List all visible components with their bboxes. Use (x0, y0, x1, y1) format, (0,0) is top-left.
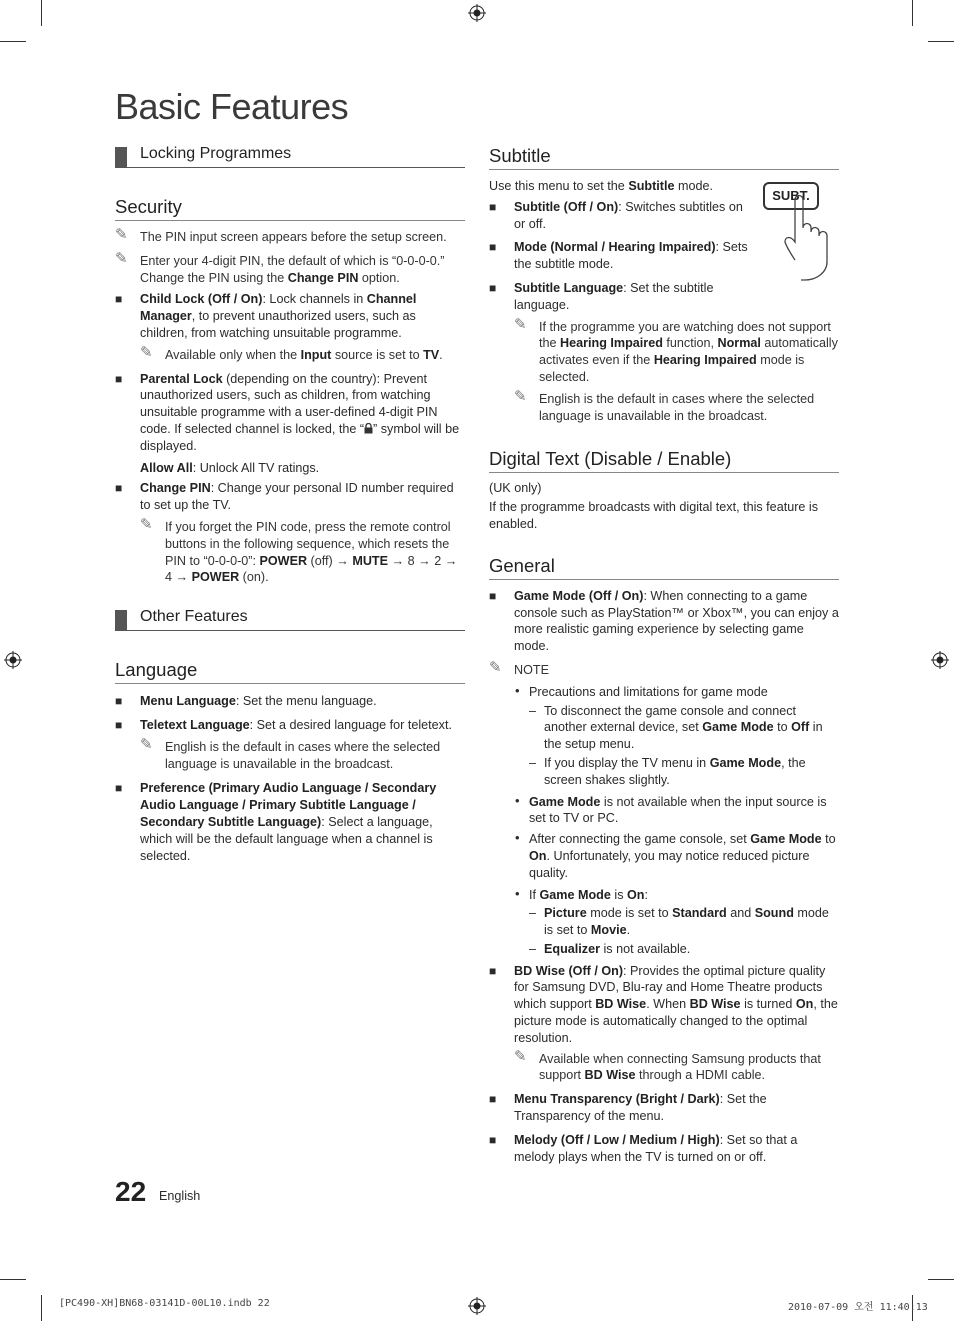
subt-button: SUBT. (763, 182, 819, 210)
locking-programmes-heading: Locking Programmes (115, 145, 465, 168)
game-bullet-2: • Game Mode is not available when the input source is set to TV or PC. (489, 794, 839, 828)
subtitle-onoff-item: ■ Subtitle (Off / On): Switches subtitles on or off. (489, 199, 754, 233)
pencil-note-icon: ✎ (115, 249, 128, 267)
registration-mark-top-icon (468, 4, 486, 22)
lock-icon (364, 423, 373, 434)
subt-remote-graphic (761, 182, 841, 282)
game-mode-item: ■ Game Mode (Off / On): When connecting to a game console such as PlayStation™ or Xbox™, you can enjoy a more realistic gaming experience by selecting game mode. (489, 588, 839, 655)
page-number: 22 (115, 1176, 147, 1207)
melody-item: ■ Melody (Off / Low / Medium / High): Set so that a melody plays when the TV is turned on or off. (489, 1132, 839, 1166)
pencil-note-icon: ✎ (140, 735, 153, 753)
note-label: ✎ NOTE (489, 658, 549, 677)
registration-mark-left-icon (4, 651, 22, 669)
digital-text-heading: Digital Text (Disable / Enable) (489, 448, 839, 473)
page-title: Basic Features (115, 86, 349, 127)
bd-wise-note: ✎ Available when connecting Samsung products that support BD Wise through a HDMI cable. (514, 1047, 821, 1083)
pencil-note-icon: ✎ (514, 387, 527, 405)
game-dash-2: – If you display the TV menu in Game Mode, the screen shakes slightly. (489, 755, 839, 789)
subtitle-language-item: ■ Subtitle Language: Set the subtitle language. (489, 280, 754, 314)
allow-all-text: Allow All: Unlock All TV ratings. (140, 460, 320, 475)
subtitle-note-2: ✎ English is the default in cases where the selected language is unavailable in the broadcast. (514, 387, 815, 423)
registration-mark-right-icon (931, 651, 949, 669)
subtitle-heading: Subtitle (489, 145, 839, 170)
pencil-note-icon: ✎ (489, 658, 502, 676)
teletext-note: ✎ English is the default in cases where the selected language is unavailable in the broadcast. (140, 735, 441, 771)
preference-item: ■ Preference (Primary Audio Language / Secondary Audio Language / Primary Subtitle Language / Secondary Subtitle Language): Select a language, which will be the default language when a channel is selected. (115, 780, 465, 864)
security-note-1: ✎ The PIN input screen appears before the setup screen. (115, 226, 447, 244)
pencil-note-icon: ✎ (514, 315, 527, 333)
change-pin-item: ■ Change PIN: Change your personal ID number required to set up the TV. (115, 480, 465, 514)
pencil-note-icon: ✎ (140, 515, 153, 533)
game-bullet-1: • Precautions and limitations for game mode (489, 684, 839, 701)
print-slug-right: 2010-07-09 오전 11:40:13 (788, 1302, 928, 1313)
finger-press-icon (761, 182, 841, 282)
menu-language-item: ■ Menu Language: Set the menu language. (115, 693, 465, 710)
pencil-note-icon: ✎ (140, 343, 153, 361)
print-slug-left: [PC490-XH]BN68-03141D-00L10.indb 22 (59, 1298, 270, 1309)
pencil-note-icon: ✎ (514, 1047, 527, 1065)
subtitle-intro: Use this menu to set the Subtitle mode. (489, 179, 714, 193)
game-bullet-4: • If Game Mode is On: (489, 887, 839, 904)
digital-text-desc: If the programme broadcasts with digital text, this feature is enabled. (489, 500, 818, 531)
footer-language: English (159, 1189, 201, 1203)
parental-lock-item: ■ Parental Lock (depending on the country): Prevent unauthorized users, such as children, from watching unsuitable programme with a user-defined 4-digit PIN code. If selected channel is locked, the “ ” symbol will be displayed. (115, 371, 465, 455)
menu-transparency-item: ■ Menu Transparency (Bright / Dark): Set the Transparency of the menu. (489, 1091, 839, 1125)
pencil-note-icon: ✎ (115, 226, 128, 243)
language-heading: Language (115, 659, 465, 684)
subtitle-mode-item: ■ Mode (Normal / Hearing Impaired): Sets the subtitle mode. (489, 239, 764, 273)
game-dash-3: – Picture mode is set to Standard and Sound mode is set to Movie. (489, 905, 839, 939)
child-lock-note: ✎ Available only when the Input source is set to TV. (140, 343, 443, 362)
teletext-language-item: ■ Teletext Language: Set a desired language for teletext. (115, 717, 465, 734)
subtitle-note-1: ✎ If the programme you are watching does not support the Hearing Impaired function, Normal automatically activates even if the Hearing Impaired mode is selected. (514, 315, 838, 384)
bd-wise-item: ■ BD Wise (Off / On): Provides the optimal picture quality for Samsung DVD, Blu-ray and Home Theatre products which support BD Wise. When BD Wise is turned On, the picture mode is automatically changed to the optimal resolution. (489, 963, 839, 1047)
right-column (489, 140, 839, 1165)
other-features-heading: Other Features (115, 608, 465, 631)
security-heading: Security (115, 196, 465, 221)
game-dash-1: – To disconnect the game console and connect another external device, set Game Mode to Off in the setup menu. (489, 703, 839, 753)
child-lock-item: ■ Child Lock (Off / On): Lock channels in Channel Manager, to prevent unauthorized users, such as children, from watching unsuitable programme. (115, 291, 465, 341)
game-dash-4: – Equalizer is not available. (489, 941, 839, 958)
registration-mark-bottom-icon (468, 1297, 486, 1315)
security-note-2: ✎ Enter your 4-digit PIN, the default of which is “0-0-0-0.” Change the PIN using the Change PIN option. (115, 249, 445, 285)
uk-only-text: (UK only) (489, 481, 542, 496)
game-bullet-3: • After connecting the game console, set Game Mode to On. Unfortunately, you may notice reduced picture quality. (489, 831, 839, 881)
forget-pin-note: ✎ If you forget the PIN code, press the remote control buttons in the following sequence, which resets the PIN to “0-0-0-0”: POWER (off) → MUTE → 8 → 2 → 4 → POWER (on). (140, 515, 458, 585)
left-column (115, 140, 465, 864)
general-heading: General (489, 555, 839, 580)
